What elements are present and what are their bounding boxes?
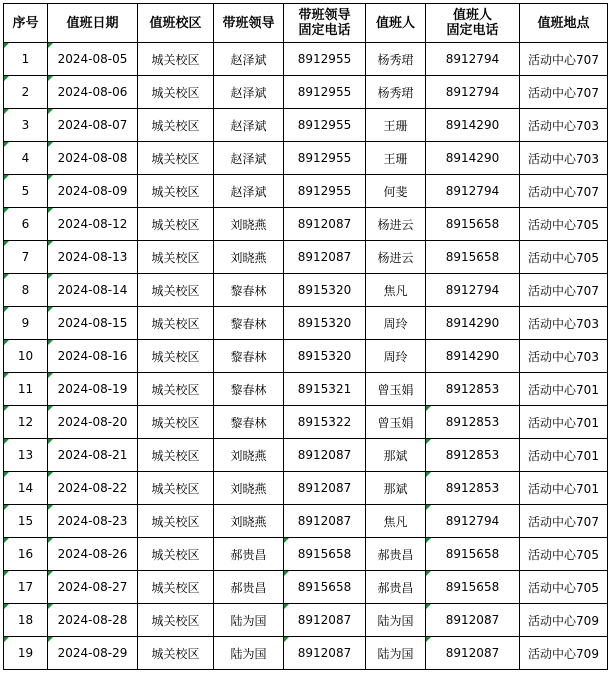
cell-seq: 6 <box>4 208 48 241</box>
cell-leader-phone: 8915322 <box>284 406 366 439</box>
cell-leader-phone: 8915658 <box>284 538 366 571</box>
cell-seq: 15 <box>4 505 48 538</box>
cell-leader-phone: 8915320 <box>284 274 366 307</box>
cell-campus: 城关校区 <box>138 439 214 472</box>
cell-duty-date: 2024-08-06 <box>48 76 138 109</box>
table-body <box>4 43 608 670</box>
cell-duty-date: 2024-08-21 <box>48 439 138 472</box>
header-duty-phone: 值班人 固定电话 <box>426 4 520 43</box>
cell-location: 活动中心701 <box>520 373 608 406</box>
cell-campus: 城关校区 <box>138 109 214 142</box>
cell-duty-phone: 8914290 <box>426 307 520 340</box>
table-row <box>4 241 608 274</box>
cell-duty-phone: 8912087 <box>426 637 520 670</box>
cell-seq: 16 <box>4 538 48 571</box>
duty-schedule-table <box>3 3 608 670</box>
cell-seq: 1 <box>4 43 48 76</box>
table-row <box>4 505 608 538</box>
cell-seq: 3 <box>4 109 48 142</box>
cell-seq: 19 <box>4 637 48 670</box>
cell-leader: 黎春林 <box>214 340 284 373</box>
cell-location: 活动中心709 <box>520 637 608 670</box>
cell-location: 活动中心705 <box>520 538 608 571</box>
cell-duty-phone: 8912853 <box>426 373 520 406</box>
cell-leader: 刘晓燕 <box>214 472 284 505</box>
table-row <box>4 142 608 175</box>
cell-duty-phone: 8912794 <box>426 274 520 307</box>
cell-seq: 17 <box>4 571 48 604</box>
table-row <box>4 175 608 208</box>
cell-campus: 城关校区 <box>138 208 214 241</box>
table-row <box>4 604 608 637</box>
cell-leader-phone: 8912087 <box>284 241 366 274</box>
cell-leader: 赵泽斌 <box>214 76 284 109</box>
cell-campus: 城关校区 <box>138 175 214 208</box>
duty-schedule <box>3 3 608 670</box>
cell-campus: 城关校区 <box>138 472 214 505</box>
cell-seq: 10 <box>4 340 48 373</box>
cell-leader-phone: 8912955 <box>284 109 366 142</box>
cell-duty-date: 2024-08-22 <box>48 472 138 505</box>
table-row <box>4 538 608 571</box>
table-row <box>4 472 608 505</box>
cell-location: 活动中心707 <box>520 76 608 109</box>
cell-duty-person: 陆为国 <box>366 604 426 637</box>
cell-duty-phone: 8915658 <box>426 241 520 274</box>
cell-campus: 城关校区 <box>138 538 214 571</box>
header-leader-phone: 带班领导 固定电话 <box>284 4 366 43</box>
cell-seq: 12 <box>4 406 48 439</box>
cell-leader: 郝贵昌 <box>214 538 284 571</box>
cell-leader: 赵泽斌 <box>214 175 284 208</box>
table-row <box>4 208 608 241</box>
cell-leader: 陆为国 <box>214 637 284 670</box>
cell-leader-phone: 8912087 <box>284 439 366 472</box>
cell-campus: 城关校区 <box>138 406 214 439</box>
cell-leader-phone: 8912955 <box>284 175 366 208</box>
cell-duty-date: 2024-08-16 <box>48 340 138 373</box>
cell-location: 活动中心701 <box>520 406 608 439</box>
cell-leader: 赵泽斌 <box>214 142 284 175</box>
cell-duty-phone: 8912087 <box>426 604 520 637</box>
cell-leader: 刘晓燕 <box>214 505 284 538</box>
cell-duty-person: 陆为国 <box>366 637 426 670</box>
cell-duty-phone: 8912853 <box>426 406 520 439</box>
cell-leader-phone: 8915320 <box>284 340 366 373</box>
cell-duty-date: 2024-08-23 <box>48 505 138 538</box>
header-row <box>4 4 608 43</box>
cell-leader-phone: 8912087 <box>284 604 366 637</box>
cell-location: 活动中心707 <box>520 43 608 76</box>
cell-leader: 黎春林 <box>214 274 284 307</box>
cell-duty-person: 王珊 <box>366 142 426 175</box>
cell-campus: 城关校区 <box>138 241 214 274</box>
cell-location: 活动中心707 <box>520 175 608 208</box>
cell-leader: 赵泽斌 <box>214 43 284 76</box>
cell-duty-person: 周玲 <box>366 307 426 340</box>
cell-location: 活动中心705 <box>520 571 608 604</box>
cell-duty-person: 杨秀珺 <box>366 76 426 109</box>
cell-seq: 13 <box>4 439 48 472</box>
cell-seq: 14 <box>4 472 48 505</box>
cell-leader: 刘晓燕 <box>214 241 284 274</box>
cell-duty-person: 郝贵昌 <box>366 571 426 604</box>
cell-leader: 赵泽斌 <box>214 109 284 142</box>
table-row <box>4 274 608 307</box>
cell-duty-person: 曾玉娟 <box>366 373 426 406</box>
cell-leader-phone: 8915658 <box>284 571 366 604</box>
cell-duty-phone: 8912794 <box>426 505 520 538</box>
cell-leader: 陆为国 <box>214 604 284 637</box>
cell-seq: 5 <box>4 175 48 208</box>
table-row <box>4 307 608 340</box>
table-row <box>4 373 608 406</box>
cell-leader-phone: 8915320 <box>284 307 366 340</box>
cell-location: 活动中心707 <box>520 505 608 538</box>
cell-duty-date: 2024-08-29 <box>48 637 138 670</box>
cell-location: 活动中心707 <box>520 274 608 307</box>
cell-duty-person: 郝贵昌 <box>366 538 426 571</box>
cell-duty-phone: 8915658 <box>426 208 520 241</box>
cell-duty-person: 焦凡 <box>366 505 426 538</box>
table-row <box>4 340 608 373</box>
cell-duty-date: 2024-08-05 <box>48 43 138 76</box>
cell-seq: 2 <box>4 76 48 109</box>
cell-leader-phone: 8912087 <box>284 472 366 505</box>
cell-seq: 7 <box>4 241 48 274</box>
cell-campus: 城关校区 <box>138 307 214 340</box>
cell-seq: 11 <box>4 373 48 406</box>
cell-campus: 城关校区 <box>138 604 214 637</box>
cell-leader-phone: 8912955 <box>284 76 366 109</box>
cell-duty-date: 2024-08-09 <box>48 175 138 208</box>
cell-seq: 4 <box>4 142 48 175</box>
cell-duty-person: 何斐 <box>366 175 426 208</box>
header-location: 值班地点 <box>520 4 608 43</box>
cell-campus: 城关校区 <box>138 43 214 76</box>
cell-leader: 黎春林 <box>214 307 284 340</box>
cell-location: 活动中心703 <box>520 109 608 142</box>
cell-duty-date: 2024-08-12 <box>48 208 138 241</box>
cell-duty-person: 王珊 <box>366 109 426 142</box>
table-row <box>4 571 608 604</box>
cell-leader: 黎春林 <box>214 406 284 439</box>
cell-duty-date: 2024-08-07 <box>48 109 138 142</box>
table-row <box>4 406 608 439</box>
cell-leader: 刘晓燕 <box>214 439 284 472</box>
header-leader: 带班领导 <box>214 4 284 43</box>
cell-leader-phone: 8912955 <box>284 43 366 76</box>
cell-duty-date: 2024-08-14 <box>48 274 138 307</box>
cell-location: 活动中心709 <box>520 604 608 637</box>
cell-duty-person: 那斌 <box>366 439 426 472</box>
cell-campus: 城关校区 <box>138 373 214 406</box>
cell-location: 活动中心705 <box>520 241 608 274</box>
cell-leader-phone: 8915321 <box>284 373 366 406</box>
cell-duty-phone: 8914290 <box>426 340 520 373</box>
cell-duty-date: 2024-08-08 <box>48 142 138 175</box>
table-row <box>4 76 608 109</box>
cell-duty-phone: 8912794 <box>426 175 520 208</box>
cell-campus: 城关校区 <box>138 76 214 109</box>
cell-location: 活动中心701 <box>520 472 608 505</box>
cell-leader: 黎春林 <box>214 373 284 406</box>
cell-location: 活动中心705 <box>520 208 608 241</box>
cell-seq: 9 <box>4 307 48 340</box>
cell-location: 活动中心703 <box>520 307 608 340</box>
cell-campus: 城关校区 <box>138 340 214 373</box>
cell-duty-date: 2024-08-13 <box>48 241 138 274</box>
cell-leader: 刘晓燕 <box>214 208 284 241</box>
table-row <box>4 637 608 670</box>
cell-campus: 城关校区 <box>138 505 214 538</box>
cell-duty-phone: 8914290 <box>426 142 520 175</box>
cell-campus: 城关校区 <box>138 637 214 670</box>
cell-location: 活动中心703 <box>520 142 608 175</box>
header-campus: 值班校区 <box>138 4 214 43</box>
cell-duty-date: 2024-08-20 <box>48 406 138 439</box>
cell-leader: 郝贵昌 <box>214 571 284 604</box>
table-row <box>4 43 608 76</box>
cell-campus: 城关校区 <box>138 274 214 307</box>
cell-duty-person: 焦凡 <box>366 274 426 307</box>
cell-duty-phone: 8915658 <box>426 538 520 571</box>
cell-duty-person: 杨秀珺 <box>366 43 426 76</box>
cell-duty-date: 2024-08-15 <box>48 307 138 340</box>
cell-duty-phone: 8912794 <box>426 43 520 76</box>
cell-leader-phone: 8912955 <box>284 142 366 175</box>
cell-leader-phone: 8912087 <box>284 505 366 538</box>
cell-duty-phone: 8915658 <box>426 571 520 604</box>
cell-leader-phone: 8912087 <box>284 208 366 241</box>
table-row <box>4 109 608 142</box>
cell-duty-person: 周玲 <box>366 340 426 373</box>
header-duty-person: 值班人 <box>366 4 426 43</box>
cell-duty-date: 2024-08-26 <box>48 538 138 571</box>
table-row <box>4 439 608 472</box>
header-seq: 序号 <box>4 4 48 43</box>
cell-duty-date: 2024-08-27 <box>48 571 138 604</box>
cell-location: 活动中心703 <box>520 340 608 373</box>
cell-duty-person: 杨进云 <box>366 241 426 274</box>
cell-duty-person: 杨进云 <box>366 208 426 241</box>
cell-location: 活动中心701 <box>520 439 608 472</box>
cell-leader-phone: 8912087 <box>284 637 366 670</box>
cell-seq: 18 <box>4 604 48 637</box>
cell-duty-date: 2024-08-19 <box>48 373 138 406</box>
cell-duty-phone: 8912853 <box>426 472 520 505</box>
cell-duty-phone: 8912853 <box>426 439 520 472</box>
header-duty-date: 值班日期 <box>48 4 138 43</box>
cell-seq: 8 <box>4 274 48 307</box>
cell-duty-person: 曾玉娟 <box>366 406 426 439</box>
cell-duty-phone: 8914290 <box>426 109 520 142</box>
cell-campus: 城关校区 <box>138 142 214 175</box>
cell-campus: 城关校区 <box>138 571 214 604</box>
cell-duty-phone: 8912794 <box>426 76 520 109</box>
cell-duty-date: 2024-08-28 <box>48 604 138 637</box>
cell-duty-person: 那斌 <box>366 472 426 505</box>
